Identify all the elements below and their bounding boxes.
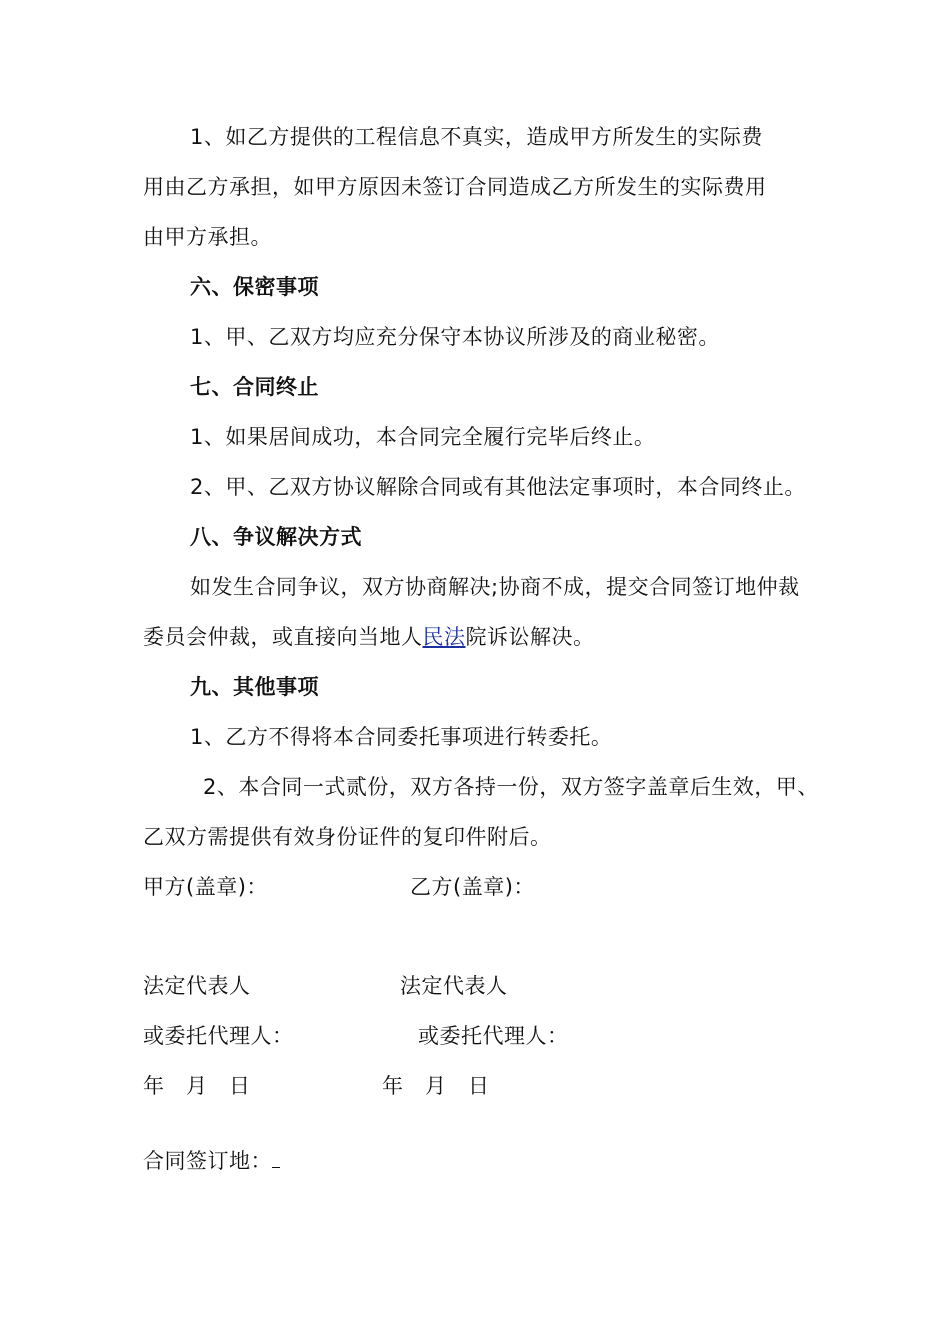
- section8-heading: 八、争议解决方式: [190, 525, 362, 549]
- party-b-rep-label: 法定代表人: [400, 974, 508, 998]
- contract-place-blank[interactable]: [272, 1149, 280, 1168]
- section9-item1: 1、乙方不得将本合同委托事项进行转委托。: [190, 725, 613, 749]
- section6-heading: 六、保密事项: [190, 275, 319, 299]
- party-a-rep-label: 法定代表人: [143, 974, 251, 998]
- section9-item2-line1: 2、本合同一式贰份，双方各持一份，双方签字盖章后生效，甲、: [203, 775, 819, 799]
- section9-item2-line2: 乙双方需提供有效身份证件的复印件附后。: [143, 825, 552, 849]
- clause5-item1-line3: 由甲方承担。: [143, 225, 272, 249]
- section7-item2: 2、甲、乙双方协议解除合同或有其他法定事项时，本合同终止。: [190, 475, 806, 499]
- section6-item1: 1、甲、乙双方均应充分保守本协议所涉及的商业秘密。: [190, 325, 720, 349]
- section9-heading: 九、其他事项: [190, 675, 319, 699]
- party-a-agent-label: 或委托代理人：: [143, 1024, 294, 1048]
- party-b-agent-label: 或委托代理人：: [418, 1024, 569, 1048]
- section8-line2: [143, 622, 595, 652]
- clause5-item1-line1: 1、如乙方提供的工程信息不真实，造成甲方所发生的实际费: [190, 125, 763, 149]
- party-a-seal-label: 甲方(盖章)：: [143, 875, 268, 899]
- party-b-date: 年 月 日: [382, 1074, 490, 1098]
- section8-line2-after: 院诉讼解决。: [465, 625, 595, 649]
- section8-line2-before: 委员会仲裁，或直接向当地人: [143, 625, 423, 649]
- section7-heading: 七、合同终止: [190, 375, 319, 399]
- party-a-date: 年 月 日: [143, 1074, 251, 1098]
- party-b-seal-label: 乙方(盖章)：: [410, 875, 535, 899]
- contract-place-label: 合同签订地：: [143, 1149, 272, 1173]
- contract-place: [143, 1146, 280, 1176]
- clause5-item1-line2: 用由乙方承担，如甲方原因未签订合同造成乙方所发生的实际费用: [143, 175, 767, 199]
- section8-line1: 如发生合同争议，双方协商解决;协商不成，提交合同签订地仲裁: [190, 575, 800, 599]
- section7-item1: 1、如果居间成功，本合同完全履行完毕后终止。: [190, 425, 656, 449]
- civil-law-link[interactable]: 民法: [422, 625, 466, 649]
